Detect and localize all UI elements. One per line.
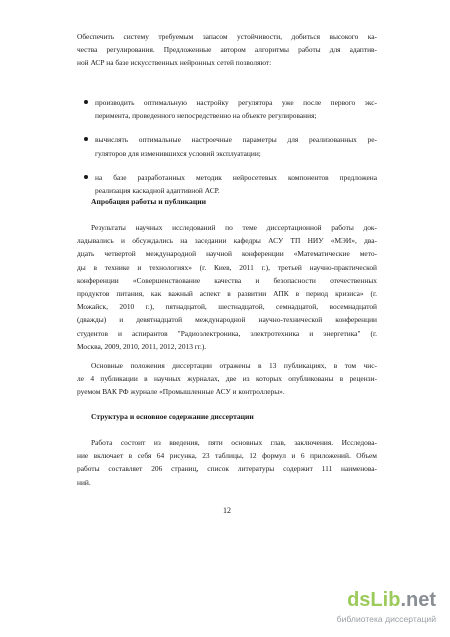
text-line: руемом ВАК РФ журнале «Промышленные АСУ и контроллеры». — [77, 387, 285, 397]
text-line: конференции «Совершенствование качества и безопасности отечественных — [77, 275, 377, 285]
page-number: 12 — [223, 506, 231, 515]
text-line: ды в технике и технологиях» (г. Киев, 2011 г.), третьей научно-практической — [77, 262, 377, 272]
text-line: Можайск, 2010 г.), пятнадцатой, шестнадцатой, семнадцатой, восемнадцатой — [77, 302, 377, 312]
text-line: Основные положения диссертации отражены в 13 публикациях, в том чис- — [91, 361, 377, 370]
dslib-logo — [316, 589, 436, 611]
watermark-subtitle: библиотека диссертаций — [336, 614, 436, 624]
bullet-icon — [84, 100, 88, 104]
text-line: перимента, проведенного непосредственно на объекте регулирования; — [95, 111, 317, 121]
section-heading-approbation: Апробация работы и публикации — [91, 197, 206, 206]
bullet-icon — [84, 175, 88, 179]
structure-paragraph — [77, 436, 377, 489]
text-line: (дважды) и девятнадцатой международной научно-технической конференции — [77, 315, 377, 325]
text-line: Результаты научных исследований по теме диссертационной работы док- — [91, 223, 377, 232]
text-line: ной АСР на базе искусственных нейронных сетей позволяют: — [77, 58, 272, 68]
text-line: чества регулирования. Предложенные автором алгоритмы работы для адаптив- — [77, 45, 377, 55]
text-line: Москва, 2009, 2010, 2011, 2012, 2013 гг.). — [77, 341, 207, 351]
text-line: работы составляет 206 страниц, список литературы содержит 111 наименова- — [77, 464, 377, 474]
text-line: Обеспечить систему требуемым запасом устойчивости, добиться высокого ка- — [77, 32, 377, 41]
section-heading-structure: Структура и основное содержание диссертации — [91, 412, 254, 421]
approbation-paragraph — [77, 221, 377, 353]
text-line: на базе разработанных методик нейросетевых компонентов предложена — [95, 172, 377, 182]
text-line: студентов и аспирантов "Радиоэлектроника, электротехника и энергетика" (г. — [77, 328, 377, 338]
logo-text-secondary: .net — [400, 589, 436, 611]
dslib-watermark — [316, 589, 436, 625]
list-item — [77, 133, 377, 159]
logo-text-primary: dsLib — [347, 589, 401, 611]
text-line: вычислять оптимальные настроечные параметры для реализованных ре- — [95, 135, 377, 145]
text-line: ний. — [77, 477, 91, 487]
intro-paragraph — [77, 30, 377, 70]
text-line: ладывались и обсуждались на заседании кафедры АСУ ТП НИУ «МЭИ», два- — [77, 236, 377, 246]
text-line: Работа состоит из введения, пяти основных глав, заключения. Исследова- — [91, 438, 377, 447]
text-line: дцать четвертой международной научной конференции «Математические мето- — [77, 249, 377, 259]
text-line: гуляторов для изменившихся условий эксплуатации; — [95, 148, 261, 158]
list-item — [77, 171, 377, 197]
text-line: производить оптимальную настройку регулятора уже после первого экс- — [95, 98, 377, 107]
list-item — [77, 96, 377, 122]
capability-list — [77, 96, 377, 197]
text-line: ле 4 публикации в научных журналах, две из которых опубликованы в рецензи- — [77, 374, 377, 384]
text-line: ние включает в себя 64 рисунка, 23 таблицы, 12 формул и 6 приложений. Объем — [77, 451, 377, 461]
text-line: продуктов питания, как важный аспект в развитии АПК в период кризиса» (г. — [77, 289, 377, 299]
bullet-icon — [84, 137, 88, 141]
text-line: реализация каскадной адаптивной АСР. — [95, 186, 220, 196]
publications-paragraph — [77, 359, 377, 399]
